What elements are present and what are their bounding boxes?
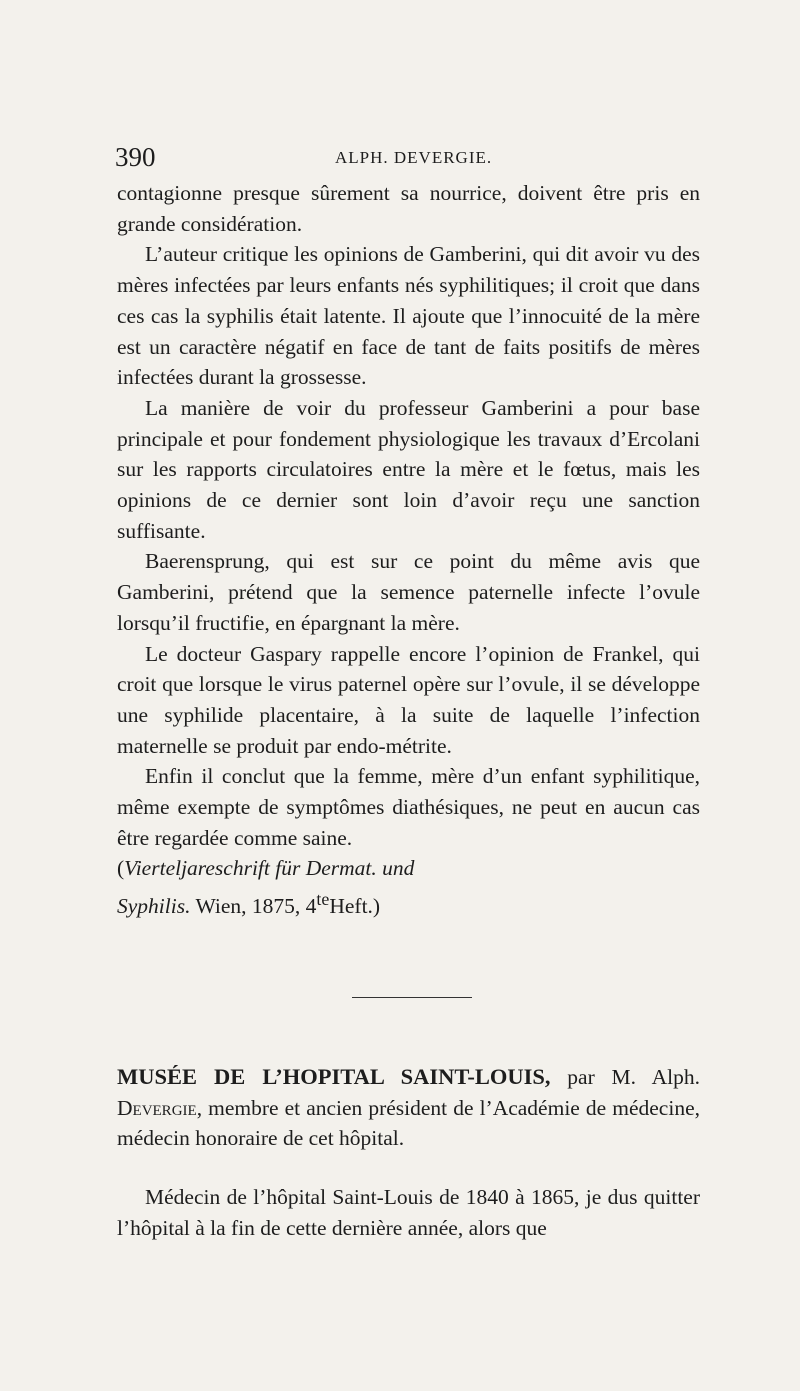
- page-header: [115, 142, 700, 172]
- section-divider: [352, 997, 472, 998]
- museum-section: [117, 1062, 700, 1244]
- section-title: MUSÉE DE L’HOPITAL SAINT-LOUIS,: [117, 1064, 551, 1089]
- body-text: [117, 178, 700, 922]
- citation-place-year: Wien, 1875,: [190, 894, 306, 919]
- paragraph: Le docteur Gaspary rappelle encore l’opinion de Frankel, qui croit que lorsque le virus paternel opère sur l’ovule, il se développe une syphilide placentaire, à la suite de laquelle l’infection maternelle se produit par endo-métrite.: [117, 641, 700, 758]
- paragraph: Médecin de l’hôpital Saint-Louis de 1840 à 1865, je dus quitter l’hôpital à la fin de cette dernière année, alors que: [117, 1185, 700, 1240]
- paragraph: L’auteur critique les opinions de Gamberini, qui dit avoir vu des mères infectées par leurs enfants nés syphilitiques; il croit que dans ces cas la syphilis était latente. Il ajoute que l’innocuité de la mère est un caractère négatif en face de tant de faits positifs de mères infectées durant la grossesse.: [117, 242, 700, 390]
- paragraph: contagionne presque sûrement sa nourrice, doivent être pris en grande considération.: [117, 181, 700, 236]
- page-number: 390: [115, 142, 156, 172]
- paragraph: Baerensprung, qui est sur ce point du même avis que Gamberini, prétend que la semence paternelle infecte l’ovule lorsqu’il fructifie, en épargnant la mère.: [117, 549, 700, 635]
- running-head: ALPH. DEVERGIE.: [335, 148, 493, 167]
- citation-journal: Vierteljareschrift für Dermat. und: [124, 856, 415, 881]
- paragraph: Enfin il conclut que la femme, mère d’un enfant syphilitique, même exempte de symptômes diathésiques, ne peut en aucun cas être regardée comme saine.: [117, 764, 700, 850]
- author-name: Devergie: [117, 1095, 197, 1120]
- section-heading: MUSÉE DE L’HOPITAL SAINT-LOUIS, par M. Alph. Devergie, membre et ancien président de l’Académie de médecine, médecin honoraire de cet hôpital.: [117, 1064, 700, 1151]
- citation-issue: 4: [305, 894, 317, 919]
- paragraph: La manière de voir du professeur Gamberini a pour base principale et pour fondement physiologique les travaux d’Ercolani sur les rapports circulatoires entre la mère et le fœtus, mais les opinions de ce dernier sont loin d’avoir reçu une sanction suffisante.: [117, 395, 700, 543]
- citation: (Vierteljareschrift für Dermat. und Syphilis. Wien, 1875, $4^{te}Heft$.): [117, 856, 415, 919]
- citation-journal-cont: Syphilis.: [117, 894, 191, 919]
